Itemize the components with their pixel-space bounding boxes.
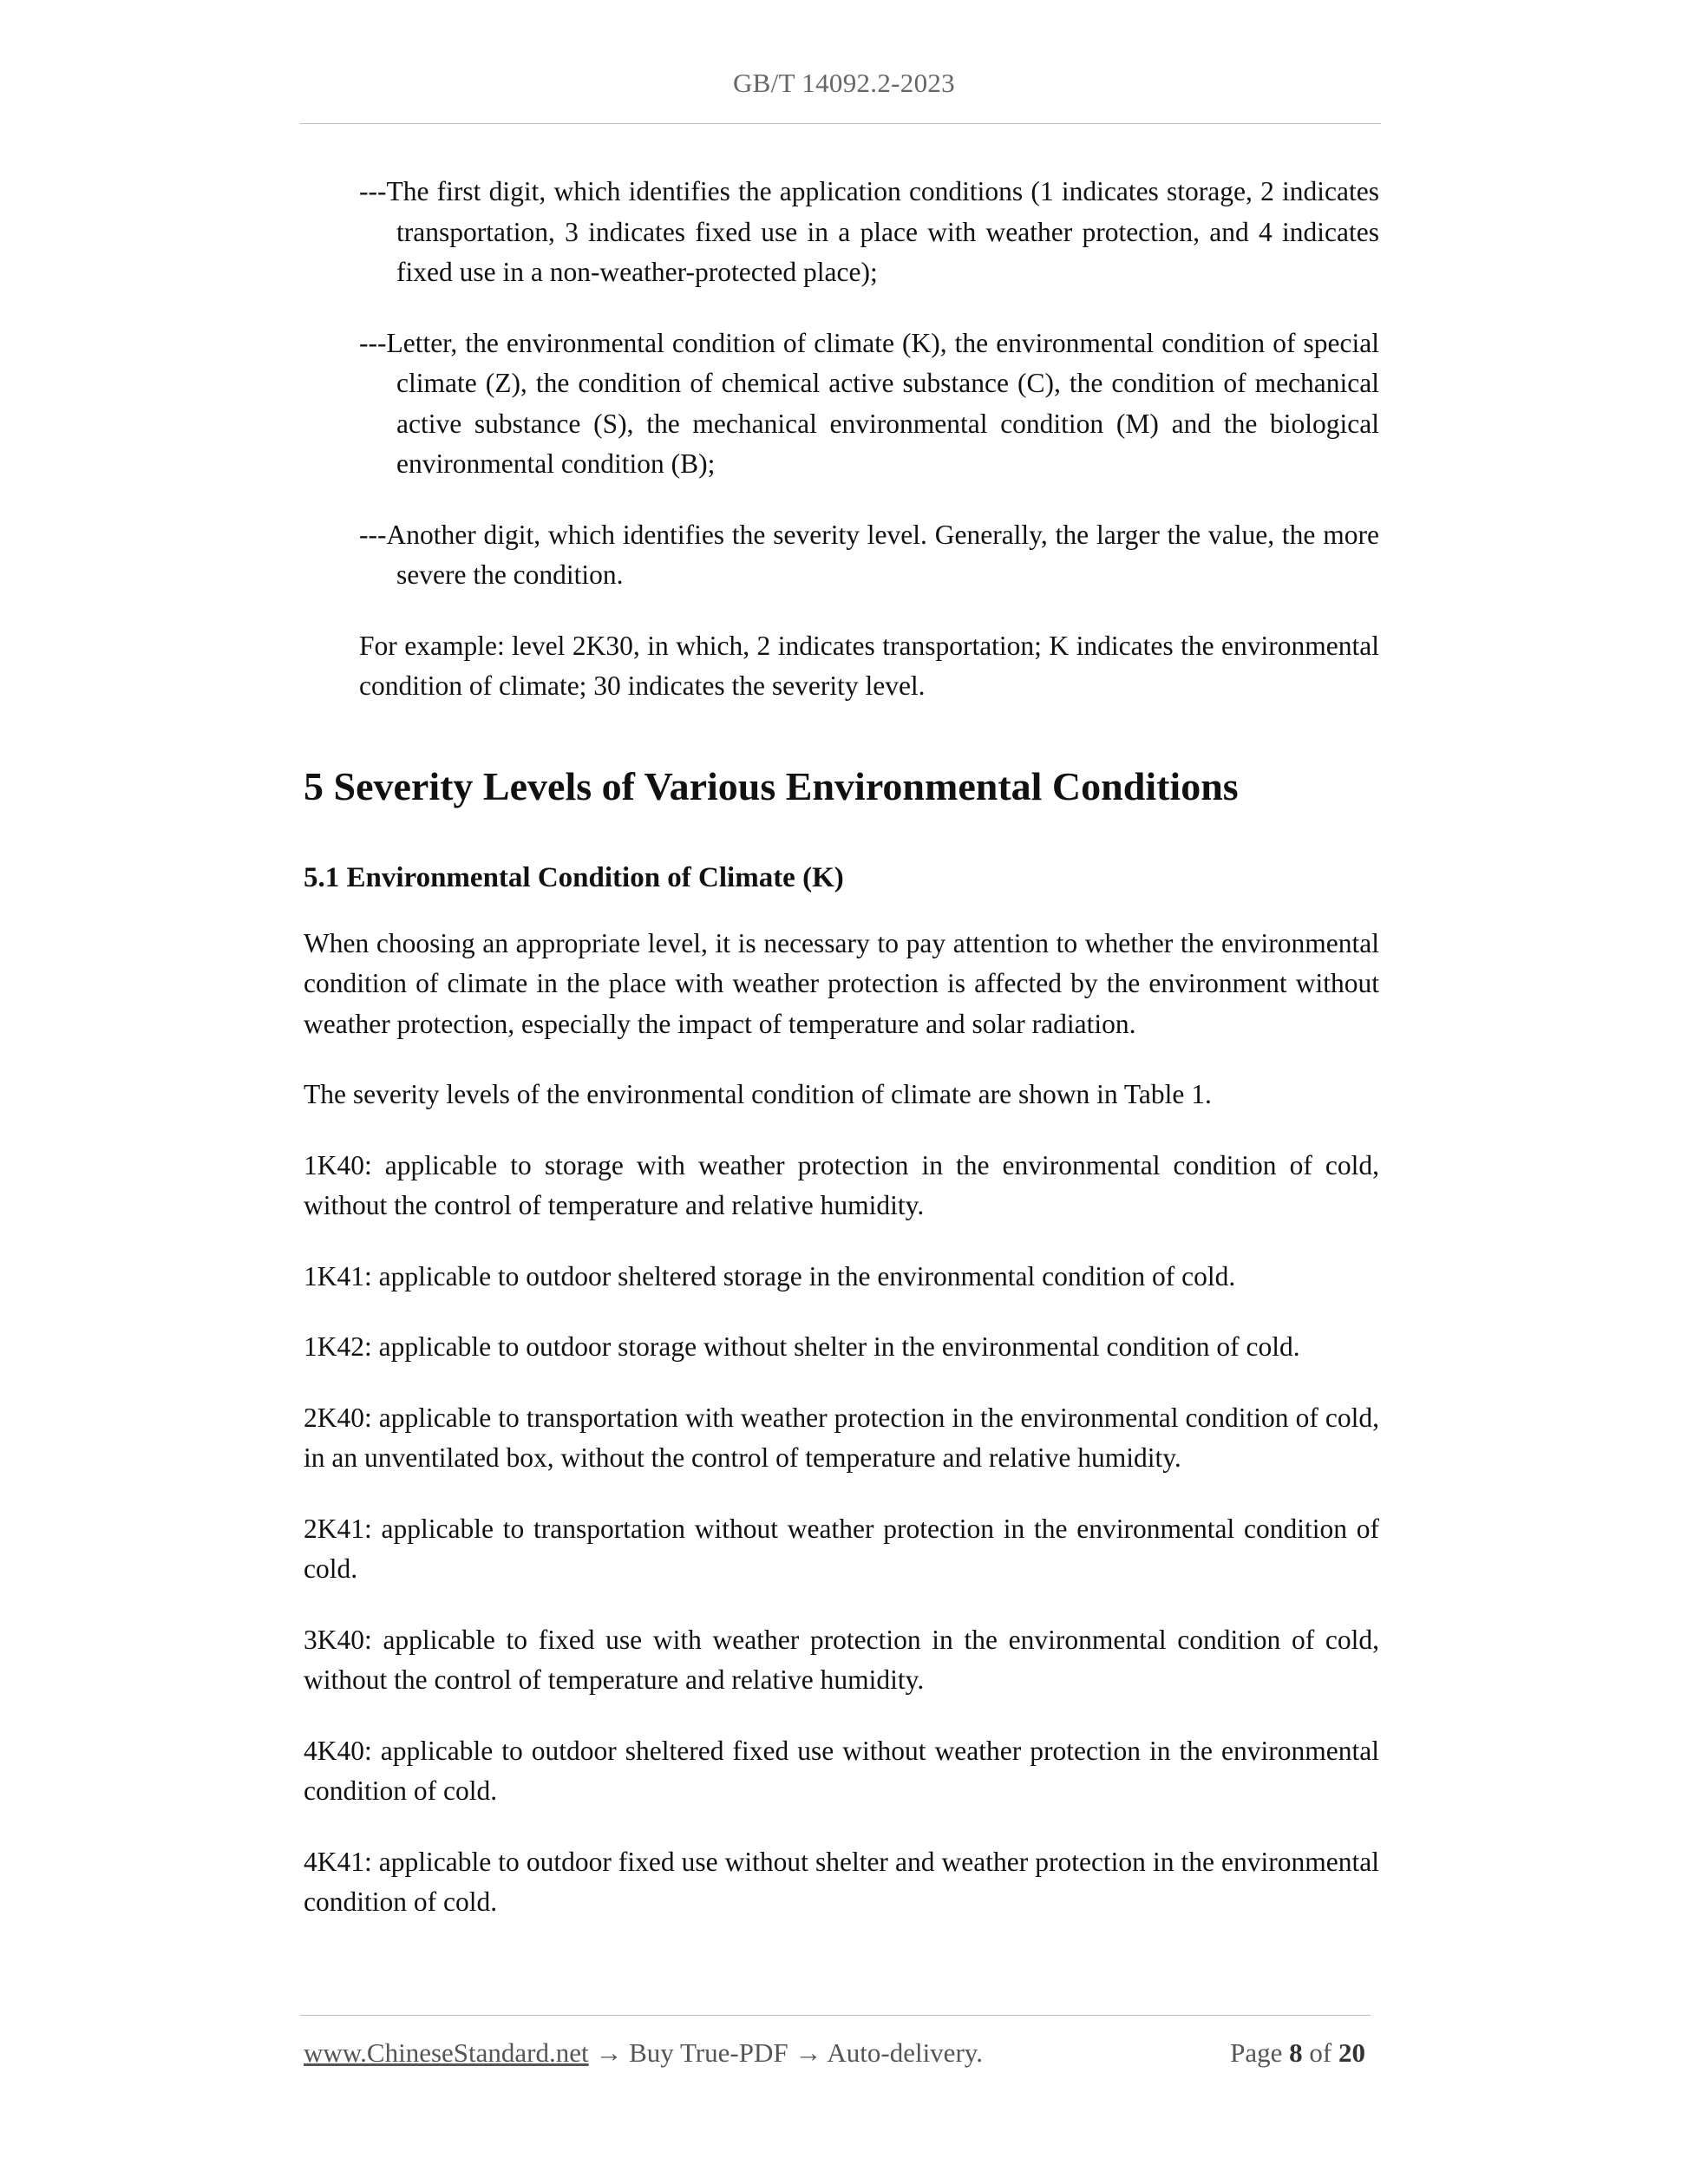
site-link[interactable]: www.ChineseStandard.net	[304, 2037, 589, 2068]
list-item-another-digit: ---Another digit, which identifies the severity level. Generally, the larger the value, the more severe the condition.	[359, 519, 1379, 590]
page-indicator	[1230, 2037, 1365, 2069]
page-label: Page	[1230, 2037, 1283, 2068]
list-item-letter: ---Letter, the environmental condition of climate (K), the environmental condition of special climate (Z), the condition of chemical active substance (C), the condition of mechanical active substance (S), the mechanical environmental condition (M) and the biological environmental condition (B);	[359, 327, 1379, 479]
section-5-1-heading: 5.1 Environmental Condition of Climate (K)	[304, 861, 844, 893]
paragraph-choosing-level: When choosing an appropriate level, it is necessary to pay attention to whether the environmental condition of climate in the place with weather protection is affected by the environment without weather protection, especially the impact of temperature and solar radiation.	[304, 927, 1379, 1039]
paragraph-4k40: 4K40: applicable to outdoor sheltered fixed use without weather protection in the environmental condition of cold.	[304, 1735, 1379, 1806]
paragraph-2k40: 2K40: applicable to transportation with weather protection in the environmental condition of cold, in an unventilated box, without the control of temperature and relative humidity.	[304, 1402, 1379, 1473]
paragraph-2k41: 2K41: applicable to transportation without weather protection in the environmental condition of cold.	[304, 1513, 1379, 1584]
page-number: 8	[1289, 2037, 1303, 2068]
header-divider	[300, 123, 1381, 124]
footer-divider	[300, 2015, 1371, 2016]
paragraph-1k40: 1K40: applicable to storage with weather protection in the environmental condition of cold, without the control of temperature and relative humidity.	[304, 1149, 1379, 1220]
example-paragraph: For example: level 2K30, in which, 2 indicates transportation; K indicates the environmental condition of climate; 30 indicates the severity level.	[359, 630, 1379, 701]
footer-promo	[304, 2037, 983, 2069]
header-standard-code: GB/T 14092.2-2023	[733, 68, 955, 98]
footer-promo-text: → Buy True-PDF → Auto-delivery.	[588, 2037, 983, 2068]
total-pages: 20	[1338, 2037, 1365, 2068]
of-label: of	[1309, 2037, 1332, 2068]
section-5-heading: 5 Severity Levels of Various Environmental Conditions	[304, 763, 1239, 808]
page-content	[304, 172, 1379, 1953]
paragraph-table-reference: The severity levels of the environmental condition of climate are shown in Table 1.	[304, 1079, 1212, 1109]
list-item-first-digit: ---The first digit, which identifies the application conditions (1 indicates storage, 2 indicates transportation, 3 indicates fixed use in a place with weather protection, and 4 indicates fixed use in a non-weather-protected place);	[359, 176, 1379, 287]
paragraph-3k40: 3K40: applicable to fixed use with weather protection in the environmental condition of cold, without the control of temperature and relative humidity.	[304, 1624, 1379, 1695]
paragraph-4k41: 4K41: applicable to outdoor fixed use without shelter and weather protection in the environmental condition of cold.	[304, 1846, 1379, 1917]
paragraph-1k41: 1K41: applicable to outdoor sheltered storage in the environmental condition of cold.	[304, 1260, 1236, 1291]
paragraph-1k42: 1K42: applicable to outdoor storage without shelter in the environmental condition of cold.	[304, 1331, 1300, 1362]
